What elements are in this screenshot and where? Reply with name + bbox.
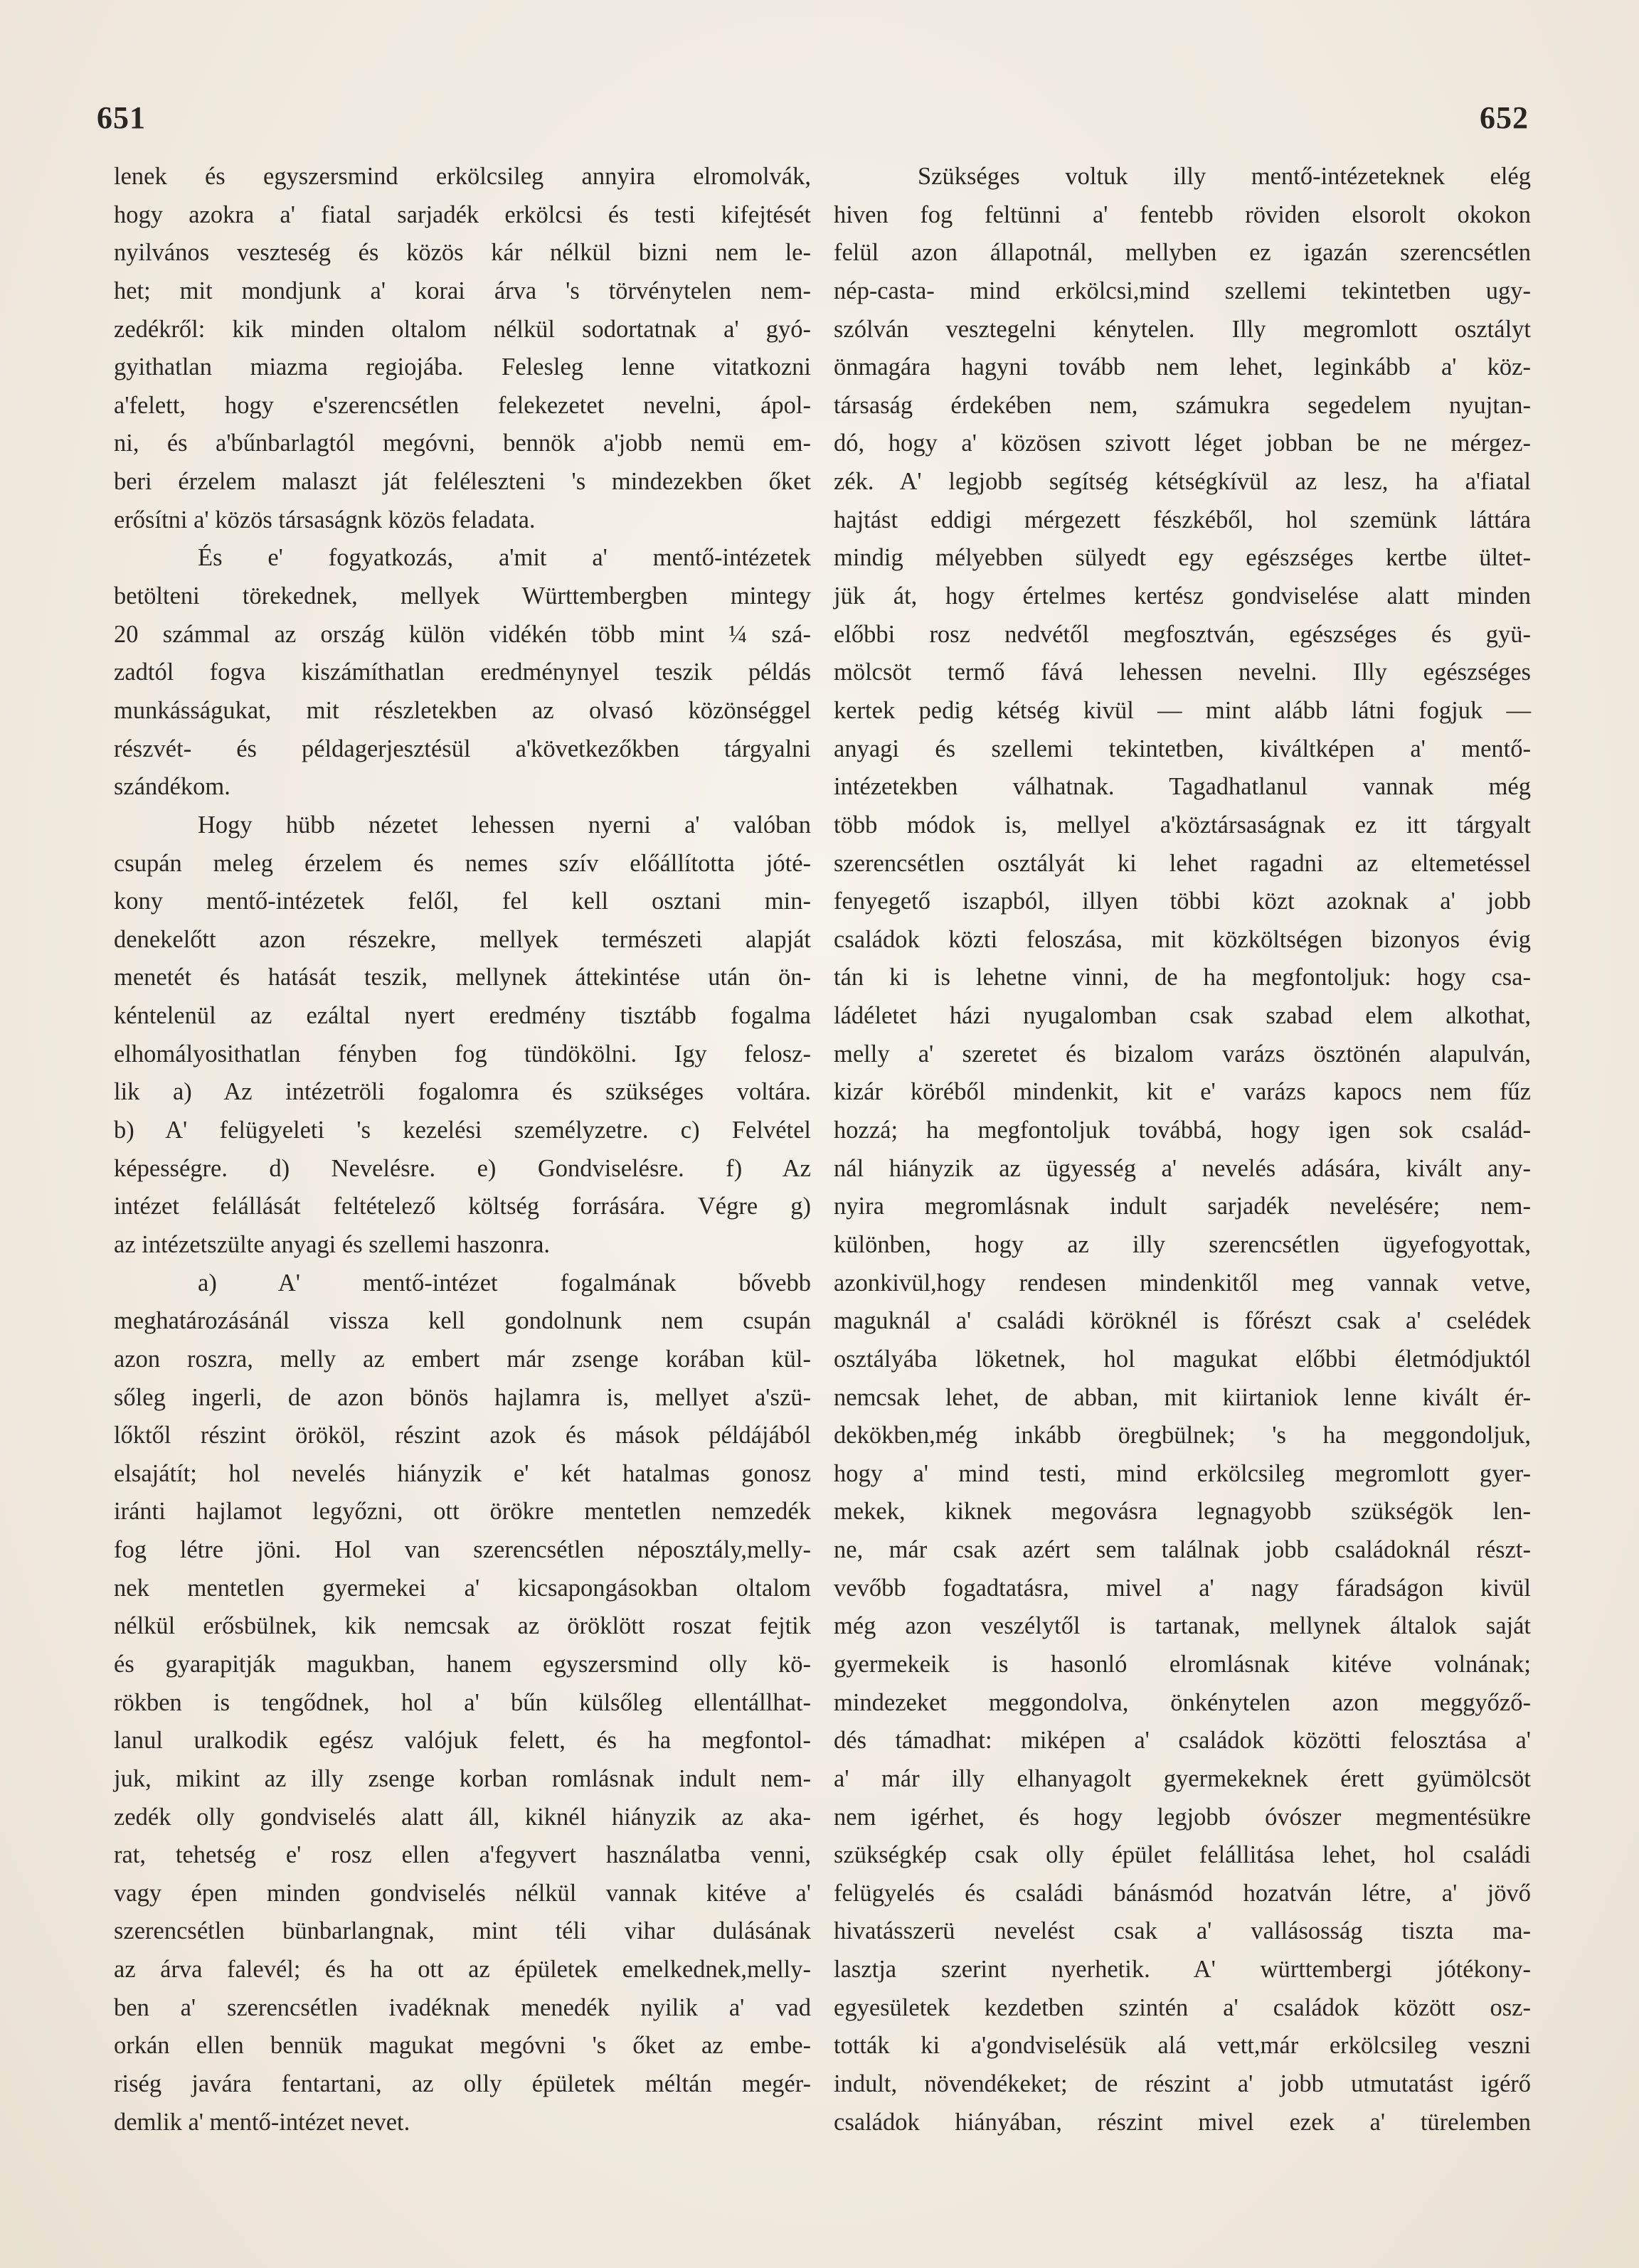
text-line: het; mit mondjunk a' korai árva 's törvénytelen nem- bbox=[114, 277, 811, 304]
text-line: rat, tehetség e' rosz ellen a'fegyvert használatba venni, bbox=[114, 1841, 811, 1869]
text-line: osztályába löketnek, hol magukat előbbi életmódjuktól bbox=[834, 1345, 1531, 1373]
text-line: társaság érdekében nem, számukra segedelem nyujtan- bbox=[834, 391, 1531, 419]
text-line: lasztja szerint nyerhetik. A' württembergi jótékony- bbox=[834, 1956, 1531, 1984]
text-line: És e' fogyatkozás, a'mit a' mentő-intézetek bbox=[198, 544, 811, 572]
text-line: iránti hajlamot legyőzni, ott örökre mentetlen nemzedék bbox=[114, 1498, 811, 1526]
text-line: a) A' mentő-intézet fogalmának bővebb bbox=[198, 1269, 811, 1297]
text-line: hiven fog feltünni a' fentebb röviden elsorolt okokon bbox=[834, 201, 1531, 228]
text-line: intézet felállását feltételező költség forrására. Végre g) bbox=[114, 1193, 811, 1220]
text-line: Hogy hübb nézetet lehessen nyerni a' valóban bbox=[198, 811, 811, 838]
text-line: előbbi rosz nedvétől megfosztván, egészséges és gyü- bbox=[834, 620, 1531, 648]
text-line: intézetekben válhatnak. Tagadhatlanul vannak még bbox=[834, 773, 1531, 801]
text-line: lenek és egyszersmind erkölcsileg annyira elromolvák, bbox=[114, 163, 811, 190]
text-line: betölteni törekednek, mellyek Württembergben mintegy bbox=[114, 582, 811, 610]
text-line: beri érzelem malaszt ját feléleszteni 's mindezekben őket bbox=[114, 468, 811, 496]
text-line: ládéletet házi nyugalomban csak szabad elem alkothat, bbox=[834, 1002, 1531, 1030]
text-line: ne, már csak azért sem találnak jobb családoknál részt- bbox=[834, 1536, 1531, 1564]
text-line: lőktől részint örököl, részint azok és mások példájából bbox=[114, 1422, 811, 1449]
text-line: mölcsöt termő fává lehessen nevelni. Illy egészséges bbox=[834, 659, 1531, 686]
text-line: a' már illy elhanyagolt gyermekeknek érett gyümölcsöt bbox=[834, 1764, 1531, 1792]
text-line: munkásságukat, mit részletekben az olvasó közönséggel bbox=[114, 696, 811, 724]
text-line: vevőbb fogadtatásra, mivel a' nagy fáradságon kivül bbox=[834, 1574, 1531, 1602]
text-column-left bbox=[114, 158, 811, 2141]
text-line: tották ki a'gondviselésük alá vett,már erkölcsileg veszni bbox=[834, 2032, 1531, 2060]
text-line: a'felett, hogy e'szerencsétlen felekezetet nevelni, ápol- bbox=[114, 391, 811, 419]
text-line: mindezeket meggondolva, önkénytelen azon meggyőző- bbox=[834, 1688, 1531, 1716]
text-line: hozzá; ha megfontoljuk továbbá, hogy igen sok család- bbox=[834, 1117, 1531, 1144]
text-line: nyira megromlásnak indult sarjadék nevelésére; nem- bbox=[834, 1193, 1531, 1220]
text-line: szerencsétlen bünbarlangnak, mint téli vihar dulásának bbox=[114, 1917, 811, 1945]
text-line: szándékom. bbox=[114, 773, 230, 801]
text-line: felügyelés és családi bánásmód hozatván létre, a' jövő bbox=[834, 1879, 1531, 1907]
text-line: kizár köréből mindenkit, kit e' varázs kapocs nem fűz bbox=[834, 1078, 1531, 1106]
text-line: felül azon állapotnál, mellyben ez igazán szerencsétlen bbox=[834, 239, 1531, 267]
text-line: az árva falevél; és ha ott az épületek emelkednek,melly- bbox=[114, 1956, 811, 1984]
text-line: hogy azokra a' fiatal sarjadék erkölcsi és testi kifejtését bbox=[114, 201, 811, 228]
text-line: nélkül erősbülnek, kik nemcsak az öröklött roszat fejtik bbox=[114, 1612, 811, 1640]
text-line: önmagára hagyni tovább nem lehet, leginkább a' köz- bbox=[834, 353, 1531, 381]
text-line: szükségkép csak olly épület felállitása lehet, hol családi bbox=[834, 1841, 1531, 1869]
text-line: demlik a' mentő-intézet nevet. bbox=[114, 2108, 410, 2136]
text-line: egyesületek kezdetben szintén a' családok között osz- bbox=[834, 1993, 1531, 2021]
text-line: nek mentetlen gyermekei a' kicsapongásokban oltalom bbox=[114, 1574, 811, 1602]
text-line: denekelőtt azon részekre, mellyek természeti alapját bbox=[114, 925, 811, 953]
text-line: gyermekeik is hasonló elromlásnak kitéve volnának; bbox=[834, 1650, 1531, 1678]
text-line: tán ki is lehetne vinni, de ha megfontoljuk: hogy csa- bbox=[834, 964, 1531, 991]
text-line: lik a) Az intézetröli fogalomra és szükséges voltára. bbox=[114, 1078, 811, 1106]
text-column-right bbox=[834, 158, 1531, 2141]
text-line: különben, hogy az illy szerencsétlen ügyefogyottak, bbox=[834, 1230, 1531, 1258]
text-line: nemcsak lehet, de abban, mit kiirtaniok lenne kivált ér- bbox=[834, 1383, 1531, 1411]
text-line: zedék olly gondviselés alatt áll, kiknél hiányzik az aka- bbox=[114, 1803, 811, 1831]
text-line: menetét és hatását teszik, mellynek áttekintése után ön- bbox=[114, 964, 811, 991]
text-line: csupán meleg érzelem és nemes szív előállította jóté- bbox=[114, 849, 811, 877]
text-line: több módok is, mellyel a'köztársaságnak ez itt tárgyalt bbox=[834, 811, 1531, 838]
text-line: nál hiányzik az ügyesség a' nevelés adására, kivált any- bbox=[834, 1154, 1531, 1182]
text-line: kertek pedig kétség kivül — mint alább látni fogjuk — bbox=[834, 696, 1531, 724]
text-line: riség javára fentartani, az olly épületek méltán megér- bbox=[114, 2070, 811, 2098]
text-line: elhomályosithatlan fényben fog tündökölni. Igy felosz- bbox=[114, 1040, 811, 1068]
text-line: erősítni a' közös társaságnk közös feladata. bbox=[114, 506, 536, 533]
text-line: indult, növendékeket; de részint a' jobb utmutatást igérő bbox=[834, 2070, 1531, 2098]
text-line: jük át, hogy értelmes kertész gondviselése alatt minden bbox=[834, 582, 1531, 610]
text-line: anyagi és szellemi tekintetben, kiváltképen a' mentő- bbox=[834, 735, 1531, 762]
text-line: ben a' szerencsétlen ivadéknak menedék nyilik a' vad bbox=[114, 1993, 811, 2021]
text-line: vagy épen minden gondviselés nélkül vannak kitéve a' bbox=[114, 1879, 811, 1907]
text-line: lanul uralkodik egész valójuk felett, és ha megfontol- bbox=[114, 1727, 811, 1755]
text-line: fenyegető iszapból, illyen többi közt azoknak a' jobb bbox=[834, 888, 1531, 915]
text-line: az intézetszülte anyagi és szellemi haszonra. bbox=[114, 1230, 551, 1258]
text-line: nép-casta- mind erkölcsi,mind szellemi tekintetben ugy- bbox=[834, 277, 1531, 304]
text-line: nem igérhet, és hogy legjobb óvószer megmentésükre bbox=[834, 1803, 1531, 1831]
text-line: képességre. d) Nevelésre. e) Gondviselésre. f) Az bbox=[114, 1154, 811, 1182]
text-line: fog létre jöni. Hol van szerencsétlen néposztály,melly- bbox=[114, 1536, 811, 1564]
text-line: azon roszra, melly az embert már zsenge korában kül- bbox=[114, 1345, 811, 1373]
text-line: maguknál a' családi köröknél is főrészt csak a' cselédek bbox=[834, 1307, 1531, 1335]
text-line: nyilvános veszteség és közös kár nélkül bizni nem le- bbox=[114, 239, 811, 267]
text-line: elsajátít; hol nevelés hiányzik e' két hatalmas gonosz bbox=[114, 1459, 811, 1487]
text-line: rökben is tengődnek, hol a' bűn külsőleg ellentállhat- bbox=[114, 1688, 811, 1716]
page-number-left: 651 bbox=[97, 100, 146, 135]
text-line: dés támadhat: miképen a' családok közötti felosztása a' bbox=[834, 1727, 1531, 1755]
text-line: kéntelenül az ezáltal nyert eredmény tisztább fogalma bbox=[114, 1002, 811, 1030]
text-line: családok hiányában, részint mivel ezek a' türelemben bbox=[834, 2108, 1531, 2136]
text-line: mindig mélyebben sülyedt egy egészséges kertbe ültet- bbox=[834, 544, 1531, 572]
text-line: sőleg ingerli, de azon bönös hajlamra is, mellyet a'szü- bbox=[114, 1383, 811, 1411]
page-number-right: 652 bbox=[1480, 100, 1529, 135]
text-line: szólván vesztegelni kénytelen. Illy megromlott osztályt bbox=[834, 315, 1531, 343]
text-line: Szükséges voltuk illy mentő-intézeteknek elég bbox=[918, 163, 1531, 190]
text-line: hajtást eddigi mérgezett fészkéből, hol szemünk láttára bbox=[834, 506, 1531, 533]
text-line: zék. A' legjobb segítség kétségkívül az lesz, ha a'fiatal bbox=[834, 468, 1531, 496]
text-line: orkán ellen bennük magukat megóvni 's őket az embe- bbox=[114, 2032, 811, 2060]
text-line: b) A' felügyeleti 's kezelési személyzetre. c) Felvétel bbox=[114, 1117, 811, 1144]
text-line: azonkivül,hogy rendesen mindenkitől meg vannak vetve, bbox=[834, 1269, 1531, 1297]
text-line: még azon veszélytől is tartanak, mellynek általok saját bbox=[834, 1612, 1531, 1640]
text-line: mekek, kiknek megovásra legnagyobb szükségök len- bbox=[834, 1498, 1531, 1526]
text-line: szerencsétlen osztályát ki lehet ragadni az eltemetéssel bbox=[834, 849, 1531, 877]
text-line: zadtól fogva kiszámíthatlan eredménynyel teszik példás bbox=[114, 659, 811, 686]
text-line: meghatározásánál vissza kell gondolnunk nem csupán bbox=[114, 1307, 811, 1335]
text-line: juk, mikint az illy zsenge korban romlásnak indult nem- bbox=[114, 1764, 811, 1792]
text-line: részvét- és példagerjesztésül a'következőkben tárgyalni bbox=[114, 735, 811, 762]
text-line: dó, hogy a' közösen szivott léget jobban be ne mérgez- bbox=[834, 430, 1531, 457]
text-line: zedékről: kik minden oltalom nélkül sodortatnak a' gyó- bbox=[114, 315, 811, 343]
text-line: ni, és a'bűnbarlagtól megóvni, bennök a'jobb nemü em- bbox=[114, 430, 811, 457]
text-line: dekökben,még inkább öregbülnek; 's ha meggondoljuk, bbox=[834, 1422, 1531, 1449]
text-line: kony mentő-intézetek felől, fel kell osztani min- bbox=[114, 888, 811, 915]
text-line: családok közti feloszása, mit közköltségen bizonyos évig bbox=[834, 925, 1531, 953]
text-line: hogy a' mind testi, mind erkölcsileg megromlott gyer- bbox=[834, 1459, 1531, 1487]
text-line: 20 számmal az ország külön vidékén több mint ¼ szá- bbox=[114, 620, 811, 648]
text-line: melly a' szeretet és bizalom varázs ösztönén alapulván, bbox=[834, 1040, 1531, 1068]
text-line: hivatásszerü nevelést csak a' vallásosság tiszta ma- bbox=[834, 1917, 1531, 1945]
text-line: és gyarapitják magukban, hanem egyszersmind olly kö- bbox=[114, 1650, 811, 1678]
text-line: gyithatlan miazma regiojába. Felesleg lenne vitatkozni bbox=[114, 353, 811, 381]
